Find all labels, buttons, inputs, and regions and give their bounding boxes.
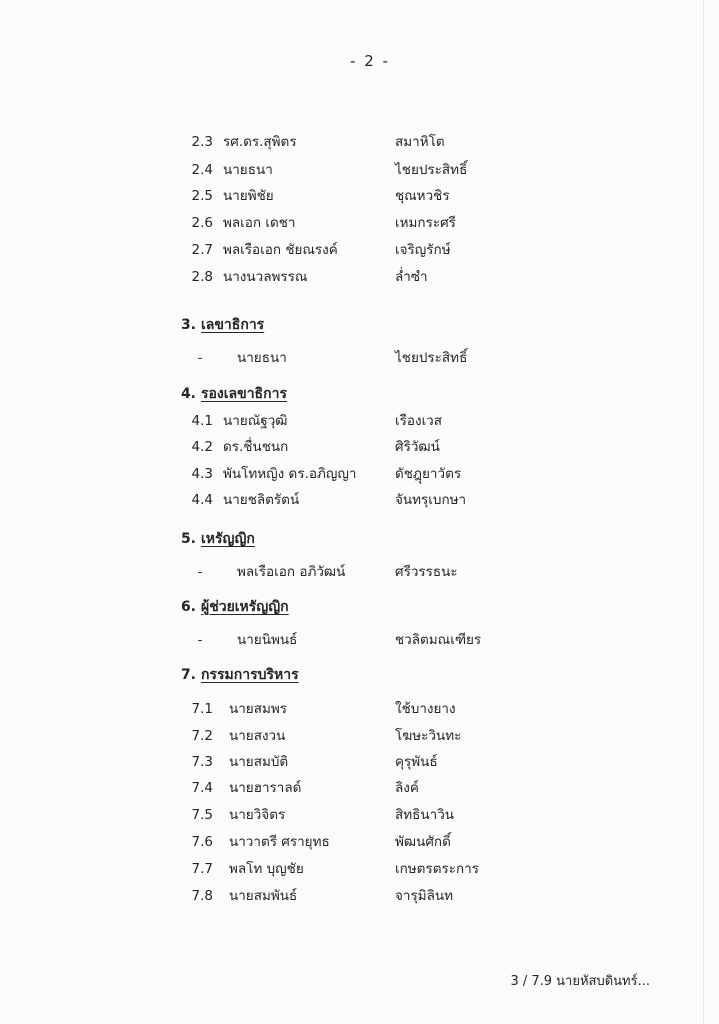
list-item bbox=[179, 884, 579, 908]
item-surname: ชวลิตมณเฑียร bbox=[395, 632, 482, 648]
item-number: 7.5 bbox=[191, 807, 213, 823]
item-name: นายธนา bbox=[223, 162, 273, 178]
item-number: 7.1 bbox=[191, 701, 213, 717]
item-surname: ดัชฎุยาวัตร bbox=[395, 466, 462, 482]
item-surname: สิทธินาวิน bbox=[395, 807, 454, 823]
section-title: เหรัญญิก bbox=[201, 531, 255, 547]
section-title: เลขาธิการ bbox=[201, 317, 265, 333]
list-item bbox=[179, 346, 579, 370]
list-item bbox=[179, 409, 579, 433]
item-name: นายชลิตรัตน์ bbox=[223, 492, 300, 508]
item-surname: ไชยประสิทธิ์ bbox=[395, 350, 468, 366]
item-name: นายสมพันธ์ bbox=[229, 888, 298, 904]
section-title: รองเลขาธิการ bbox=[201, 386, 287, 402]
item-name: นายพิชัย bbox=[223, 188, 274, 204]
item-name: นายสมบัติ bbox=[229, 754, 289, 770]
list-item bbox=[179, 776, 579, 800]
section-number: 7. bbox=[180, 667, 196, 683]
item-surname: คุรุพันธ์ bbox=[395, 754, 438, 770]
item-name: นายธนา bbox=[237, 350, 287, 366]
item-surname: จารุมิลินท bbox=[395, 888, 454, 904]
item-name: พลโท บุญชัย bbox=[229, 861, 304, 877]
item-name: พันโทหญิง ดร.อภิญญา bbox=[223, 466, 357, 482]
list-item bbox=[179, 211, 579, 235]
item-name: นาวาตรี ศรายุทธ bbox=[229, 834, 330, 850]
item-surname: สมาหิโต bbox=[395, 134, 445, 150]
item-surname: ไชยประสิทธิ์ bbox=[395, 162, 468, 178]
item-name: พลเอก เดชา bbox=[223, 215, 296, 231]
item-surname: จันทรุเบกษา bbox=[395, 492, 467, 508]
item-surname: ศิริวัฒน์ bbox=[395, 439, 440, 455]
item-number: 4.4 bbox=[191, 492, 213, 508]
list-item bbox=[179, 628, 579, 652]
section-number: 3. bbox=[180, 317, 196, 333]
item-surname: เหมกระศรี bbox=[395, 215, 456, 231]
section-number: 5. bbox=[180, 531, 196, 547]
item-number: 7.2 bbox=[191, 728, 213, 744]
item-bullet: - bbox=[197, 350, 203, 366]
list-item bbox=[179, 724, 579, 748]
item-number: 2.5 bbox=[191, 188, 213, 204]
item-surname: ลิงค์ bbox=[395, 780, 419, 796]
item-surname: เกษตรตระการ bbox=[395, 861, 479, 877]
list-item bbox=[179, 184, 579, 208]
item-number: 7.4 bbox=[191, 780, 213, 796]
list-item bbox=[179, 265, 579, 289]
item-number: 4.2 bbox=[191, 439, 213, 455]
continuation-note: 3 / 7.9 นายหัสบดินทร์... bbox=[510, 974, 650, 989]
item-name: รศ.ดร.สุพิตร bbox=[223, 134, 297, 150]
list-item bbox=[179, 488, 579, 512]
item-name: นายสงวน bbox=[229, 728, 286, 744]
list-item bbox=[179, 158, 579, 182]
section-title: ผู้ช่วยเหรัญญิก bbox=[201, 599, 289, 615]
list-item bbox=[179, 830, 579, 854]
item-surname: เรืองเวส bbox=[395, 413, 442, 429]
item-number: 2.6 bbox=[191, 215, 213, 231]
item-number: 2.8 bbox=[191, 269, 213, 285]
section-number: 6. bbox=[180, 599, 196, 615]
item-name: พลเรือเอก อภิวัฒน์ bbox=[237, 564, 346, 580]
item-number: 7.3 bbox=[191, 754, 213, 770]
item-number: 2.7 bbox=[191, 242, 213, 258]
list-item bbox=[179, 857, 579, 881]
item-surname: ใช้บางยาง bbox=[395, 701, 456, 717]
section-title: กรรมการบริหาร bbox=[201, 667, 299, 683]
item-bullet: - bbox=[197, 632, 203, 648]
list-item bbox=[179, 750, 579, 774]
item-number: 4.3 bbox=[191, 466, 213, 482]
item-bullet: - bbox=[197, 564, 203, 580]
item-number: 7.8 bbox=[191, 888, 213, 904]
list-item bbox=[179, 803, 579, 827]
section-number: 4. bbox=[180, 386, 196, 402]
item-name: พลเรือเอก ชัยณรงค์ bbox=[223, 242, 338, 258]
item-number: 2.3 bbox=[191, 134, 213, 150]
page-edge bbox=[703, 0, 704, 1024]
item-name: นายวิจิตร bbox=[229, 807, 286, 823]
item-number: 2.4 bbox=[191, 162, 213, 178]
item-surname: ศรีวรรธนะ bbox=[395, 564, 458, 580]
item-name: นางนวลพรรณ bbox=[223, 269, 308, 285]
item-surname: ล่ำซำ bbox=[395, 269, 428, 285]
item-number: 7.6 bbox=[191, 834, 213, 850]
page-number: - 2 - bbox=[350, 52, 390, 70]
list-item bbox=[179, 560, 579, 584]
item-name: นายนิพนธ์ bbox=[237, 632, 298, 648]
list-item bbox=[179, 435, 579, 459]
item-number: 7.7 bbox=[191, 861, 213, 877]
list-item bbox=[179, 238, 579, 262]
list-item bbox=[179, 697, 579, 721]
item-name: ดร.ชื่นชนก bbox=[223, 439, 289, 455]
item-name: นายฮาราลด์ bbox=[229, 780, 302, 796]
item-surname: ชุณหวชิร bbox=[395, 188, 450, 204]
item-surname: เจริญรักษ์ bbox=[395, 242, 451, 258]
item-number: 4.1 bbox=[191, 413, 213, 429]
item-name: นายสมพร bbox=[229, 701, 288, 717]
item-surname: พัฒนศักดิ์ bbox=[395, 834, 451, 850]
list-item bbox=[179, 462, 579, 486]
item-name: นายณัฐวุฒิ bbox=[223, 413, 288, 429]
list-item bbox=[179, 130, 579, 154]
item-surname: โฆษะวินทะ bbox=[395, 728, 462, 744]
